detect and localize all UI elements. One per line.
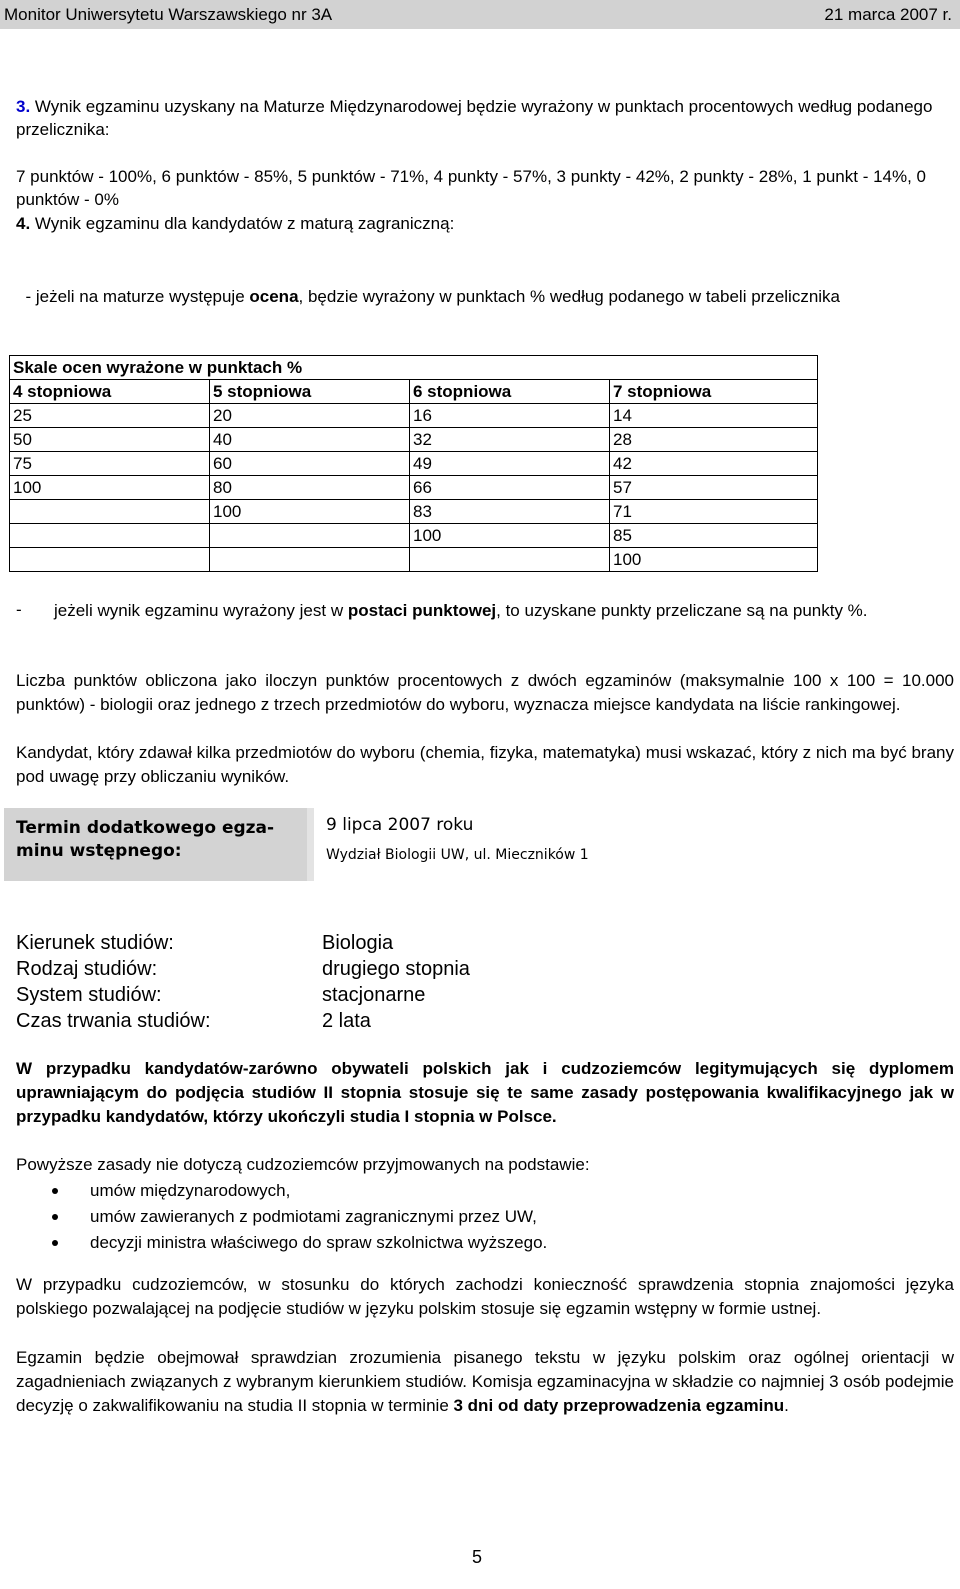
table-cell: 49 — [410, 452, 610, 476]
table-row — [10, 548, 818, 572]
table-cell — [210, 524, 410, 548]
exam-date-box — [4, 808, 956, 881]
section-4-number: 4. — [16, 214, 31, 233]
table-cell: 57 — [610, 476, 818, 500]
points-item-body — [54, 598, 952, 623]
table-title: Skale ocen wyrażone w punktach % — [10, 356, 818, 380]
table-cell: 85 — [610, 524, 818, 548]
table-cell: 25 — [10, 404, 210, 428]
candidate-paragraph: Kandydat, który zdawał kilka przedmiotów do wyboru (chemia, fizyka, matematyka) musi wskazać, który z nich ma być brany pod uwagę przy obliczaniu wyników. — [16, 743, 954, 786]
exam-date: 9 lipca 2007 roku — [326, 815, 474, 835]
grade-item-bold: ocena — [249, 287, 299, 306]
header-title: Monitor Uniwersytetu Warszawskiego nr 3A — [4, 5, 333, 24]
grade-item — [16, 285, 952, 308]
scale-table — [9, 355, 818, 572]
points-item-dash: - — [16, 600, 22, 619]
table-cell: 14 — [610, 404, 818, 428]
table-cell — [210, 548, 410, 572]
exam-date-label: Termin dodatkowego egza-minu wstępnego: — [16, 818, 275, 861]
foreigners-paragraph: W przypadku cudzoziemców, w stosunku do których zachodzi konieczność sprawdzenia stopnia znajomości języka polskiego pozwalającej na podjęcie studiów w języku polskim stosuje się egzamin wstępny w formie ustnej. — [16, 1275, 954, 1318]
section-4-text: Wynik egzaminu dla kandydatów z maturą zagraniczną: — [30, 214, 455, 233]
exceptions-intro: Powyższe zasady nie dotyczą cudzoziemców przyjmowanych na podstawie: — [16, 1155, 590, 1174]
study-value: 2 lata — [322, 1010, 371, 1032]
table-cell — [410, 548, 610, 572]
table-cell: 32 — [410, 428, 610, 452]
table-row — [10, 428, 818, 452]
exam-date-label-cell — [4, 808, 307, 881]
table-header-cell: 4 stopniowa — [10, 380, 210, 404]
study-key: Czas trwania studiów: — [16, 1010, 211, 1032]
exam-paragraph-end: . — [784, 1396, 789, 1415]
table-cell: 28 — [610, 428, 818, 452]
study-value: stacjonarne — [322, 984, 426, 1006]
table-row — [10, 476, 818, 500]
study-value: drugiego stopnia — [322, 958, 470, 980]
table-cell — [10, 524, 210, 548]
list-item-text: umów zawieranych z podmiotami zagranicznymi przez UW, — [90, 1207, 537, 1226]
study-key: Rodzaj studiów: — [16, 958, 158, 980]
points-item-rest: , to uzyskane punkty przeliczane są na punkty %. — [496, 601, 868, 620]
table-header-cell: 6 stopniowa — [410, 380, 610, 404]
points-item-text: jeżeli wynik egzaminu wyrażony jest w — [54, 601, 348, 620]
conversion-list: 7 punktów - 100%, 6 punktów - 85%, 5 punktów - 71%, 4 punkty - 57%, 3 punkty - 42%, 2 punkty - 28%, 1 punkt - 14%, 0 punktów - 0% — [16, 167, 927, 209]
study-key: Kierunek studiów: — [16, 932, 174, 954]
list-item — [16, 1204, 916, 1230]
bullet-icon — [52, 1214, 58, 1220]
table-cell: 42 — [610, 452, 818, 476]
grade-item-rest: , będzie wyrażony w punktach % według podanego w tabeli przelicznika — [298, 287, 841, 306]
equal-rules-paragraph: W przypadku kandydatów-zarówno obywateli polskich jak i cudzoziemców legitymujących się dyplomem uprawniającym do podjęcia studiów II stopnia stosuje się te same zasady postępowania kwalifikacyjnego jak w przypadku kandydatów, którzy ukończyli studia I stopnia w Polsce. — [16, 1059, 954, 1126]
exam-date-value-cell — [314, 808, 956, 881]
section-4-paragraph — [16, 212, 954, 235]
table-cell: 20 — [210, 404, 410, 428]
table-header-row — [10, 380, 818, 404]
table-cell: 100 — [410, 524, 610, 548]
table-title-row — [10, 356, 818, 380]
points-item — [16, 598, 952, 623]
page-header — [0, 0, 960, 29]
exam-deadline: 3 dni od daty przeprowadzenia egzaminu — [453, 1396, 785, 1415]
table-cell: 50 — [10, 428, 210, 452]
table-cell: 16 — [410, 404, 610, 428]
table-cell: 80 — [210, 476, 410, 500]
table-cell: 100 — [210, 500, 410, 524]
table-cell: 66 — [410, 476, 610, 500]
bullet-icon — [52, 1240, 58, 1246]
list-item — [16, 1230, 916, 1256]
study-key: System studiów: — [16, 984, 162, 1006]
table-cell: 83 — [410, 500, 610, 524]
section-3-paragraph — [16, 95, 954, 141]
table-header-cell: 7 stopniowa — [610, 380, 818, 404]
grade-item-text: - jeżeli na maturze występuje — [25, 287, 250, 306]
ranking-paragraph: Liczba punktów obliczona jako iloczyn punktów procentowych z dwóch egzaminów (maksymalnie 100 x 100 = 10.000 punktów) - biologii oraz jednego z trzech przedmiotów do wyboru, wyznacza miejsce kandydata na liście rankingowej. — [16, 671, 954, 714]
header-date: 21 marca 2007 r. — [824, 5, 952, 24]
list-item-text: umów międzynarodowych, — [90, 1181, 291, 1200]
section-3-number: 3. — [16, 97, 31, 116]
table-cell: 71 — [610, 500, 818, 524]
table-row — [10, 524, 818, 548]
table-row — [10, 500, 818, 524]
exceptions-list — [16, 1178, 916, 1256]
list-item — [16, 1178, 916, 1204]
bullet-icon — [52, 1188, 58, 1194]
table-cell: 100 — [10, 476, 210, 500]
points-item-bold: postaci punktowej — [347, 601, 497, 620]
table-cell: 40 — [210, 428, 410, 452]
table-cell — [10, 500, 210, 524]
exam-paragraph — [16, 1346, 954, 1418]
exam-address: Wydział Biologii UW, ul. Mieczników 1 — [326, 847, 589, 863]
section-3-text: Wynik egzaminu uzyskany na Maturze Międzynarodowej będzie wyrażony w punktach procentowych według podanego przelicznika: — [16, 97, 933, 139]
table-cell: 75 — [10, 452, 210, 476]
list-item-text: decyzji ministra właściwego do spraw szkolnictwa wyższego. — [90, 1233, 548, 1252]
table-row — [10, 452, 818, 476]
table-row — [10, 404, 818, 428]
table-cell: 60 — [210, 452, 410, 476]
study-value: Biologia — [322, 932, 394, 954]
page-number: 5 — [472, 1547, 483, 1567]
exam-paragraph-text: Egzamin będzie obejmował sprawdzian zrozumienia pisanego tekstu w języku polskim oraz ogólnej orientacji w zagadnieniach związanych z wybranym kierunkiem studiów. Komisja egzaminacyjna w składzie co najmniej 3 osób podejmie decyzję o zakwalifikowaniu na studia II stopnia w terminie — [16, 1348, 954, 1415]
table-cell — [10, 548, 210, 572]
table-header-cell: 5 stopniowa — [210, 380, 410, 404]
table-cell: 100 — [610, 548, 818, 572]
